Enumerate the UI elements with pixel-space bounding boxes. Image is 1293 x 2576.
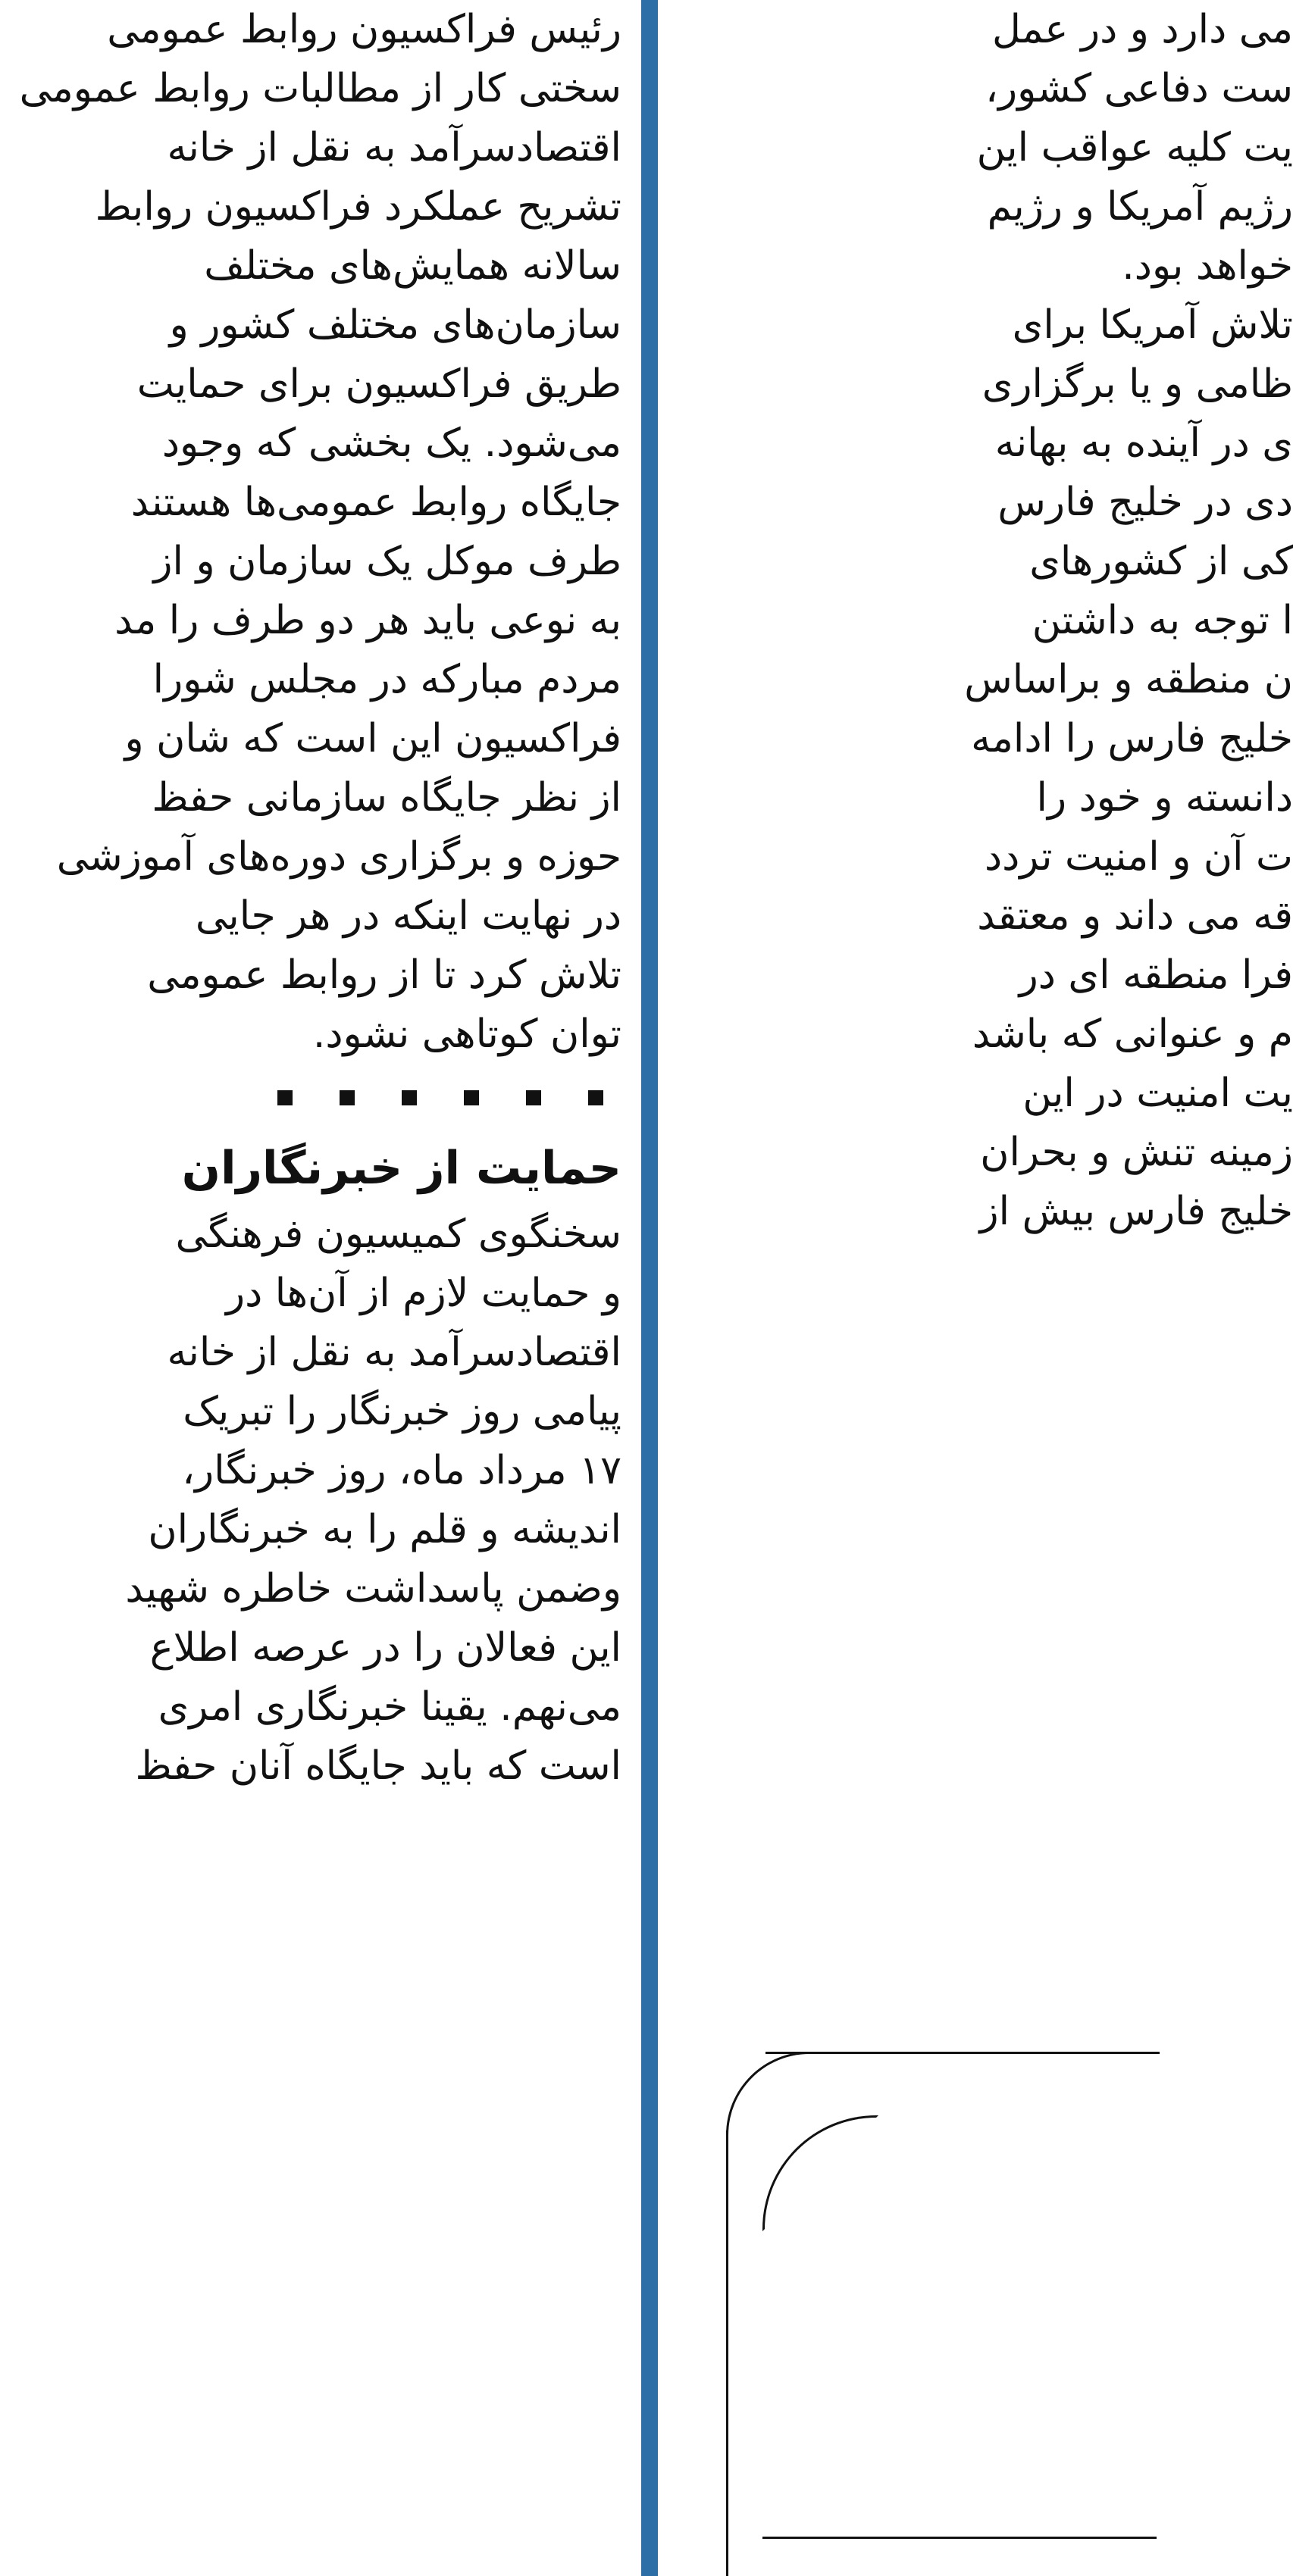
text-line: مردم مبارکه در مجلس شورا — [152, 657, 621, 702]
left-article-body — [0, 0, 621, 1064]
text-line: اندیشه و قلم را به خبرنگاران — [148, 1507, 621, 1552]
text-line: ست دفاعی کشور، — [985, 66, 1293, 111]
text-line: کی از کشورهای — [1029, 539, 1293, 584]
text-line: ظامی و یا برگزاری — [981, 361, 1293, 407]
text-line: ا توجه به داشتن — [1032, 598, 1293, 643]
text-line: تلاش کرد تا از روابط عمومی — [147, 952, 621, 998]
text-line: سخنگوی کمیسیون فرهنگی — [175, 1211, 621, 1257]
text-line: اقتصادسرآمد به نقل از خانه — [167, 125, 621, 170]
text-line: می‌شود. یک بخشی که وجود — [161, 420, 621, 466]
text-line: و حمایت لازم از آن‌ها در — [225, 1271, 621, 1316]
text-line: می‌نهم. یقینا خبرنگاری امری — [158, 1684, 621, 1730]
text-line: رئیس فراکسیون روابط عمومی — [107, 7, 621, 52]
text-line: تشریح عملکرد فراکسیون روابط — [95, 184, 621, 230]
second-article-body — [0, 1205, 621, 1796]
text-line: فراکسیون این است که شان و — [124, 716, 621, 761]
separator-dot — [526, 1090, 541, 1105]
text-line: خلیج فارس بیش از — [979, 1189, 1293, 1234]
text-line: رژیم آمریکا و رژیم — [987, 184, 1293, 230]
frame-bottom-border — [762, 2537, 1157, 2539]
text-line: م و عنوانی که باشد — [972, 1011, 1293, 1057]
frame-left-border — [726, 2131, 728, 2576]
text-line: طرف موکل یک سازمان و از — [153, 539, 621, 584]
text-line: دانسته و خود را — [1036, 775, 1293, 821]
text-line: پیامی روز خبرنگار را تبریک — [183, 1389, 621, 1434]
frame-top-border — [765, 2052, 1160, 2054]
text-line: سالانه همایش‌های مختلف — [204, 243, 621, 289]
text-line: تلاش آمریکا برای — [1012, 302, 1293, 348]
text-line: طریق فراکسیون برای حمایت — [136, 361, 621, 407]
text-line: وضمن پاسداشت خاطره شهید — [125, 1566, 621, 1612]
separator-dot — [277, 1090, 293, 1105]
section-separator-dots — [0, 1064, 621, 1132]
text-line: زمینه تنش و بحران — [980, 1130, 1293, 1175]
text-line: قه می داند و معتقد — [977, 893, 1293, 939]
text-line: یت امنیت در این — [1022, 1071, 1293, 1116]
text-line: به نوعی باید هر دو طرف را مد — [114, 598, 621, 643]
text-line: این فعالان را در عرصه اطلاع — [149, 1625, 621, 1671]
text-line: سختی کار از مطالبات روابط عمومی — [19, 66, 621, 111]
text-line: دی در خلیج فارس — [997, 480, 1293, 525]
column-divider — [641, 0, 658, 2576]
text-line: خلیج فارس را ادامه — [971, 716, 1293, 761]
text-line: می دارد و در عمل — [991, 7, 1293, 52]
right-column — [717, 0, 1293, 1234]
left-column — [0, 0, 621, 2576]
text-line: ۱۷ مرداد ماه، روز خبرنگار، — [182, 1448, 621, 1493]
text-line: است که باید جایگاه آنان حفظ — [135, 1743, 621, 1789]
text-line: حوزه و برگزاری دوره‌های آموزشی — [56, 834, 621, 880]
text-line: توان کوتاهی نشود. — [312, 1011, 621, 1057]
text-line: اقتصادسرآمد به نقل از خانه — [167, 1330, 621, 1375]
text-line: از نظر جایگاه سازمانی حفظ — [152, 775, 621, 821]
text-line: ی در آینده به بهانه — [994, 420, 1293, 466]
text-line: فرا منطقه ای در — [1019, 952, 1293, 998]
separator-dot — [340, 1090, 355, 1105]
separator-dot — [402, 1090, 417, 1105]
right-article-body — [717, 0, 1293, 1241]
article-headline: حمایت از خبرنگاران — [181, 1142, 621, 1195]
text-line: جایگاه روابط عمومی‌ها هستند — [130, 480, 621, 525]
separator-dot — [588, 1090, 603, 1105]
text-line: یت کلیه عواقب این — [976, 125, 1293, 170]
text-line: در نهایت اینکه در هر جایی — [195, 893, 621, 939]
text-line: سازمان‌های مختلف کشور و — [169, 302, 621, 348]
separator-dot — [464, 1090, 479, 1105]
text-line: ت آن و امنیت تردد — [984, 834, 1293, 880]
text-line: خواهد بود. — [1122, 243, 1293, 289]
frame-corner — [726, 2052, 812, 2137]
text-line: ن منطقه و براساس — [964, 657, 1293, 702]
